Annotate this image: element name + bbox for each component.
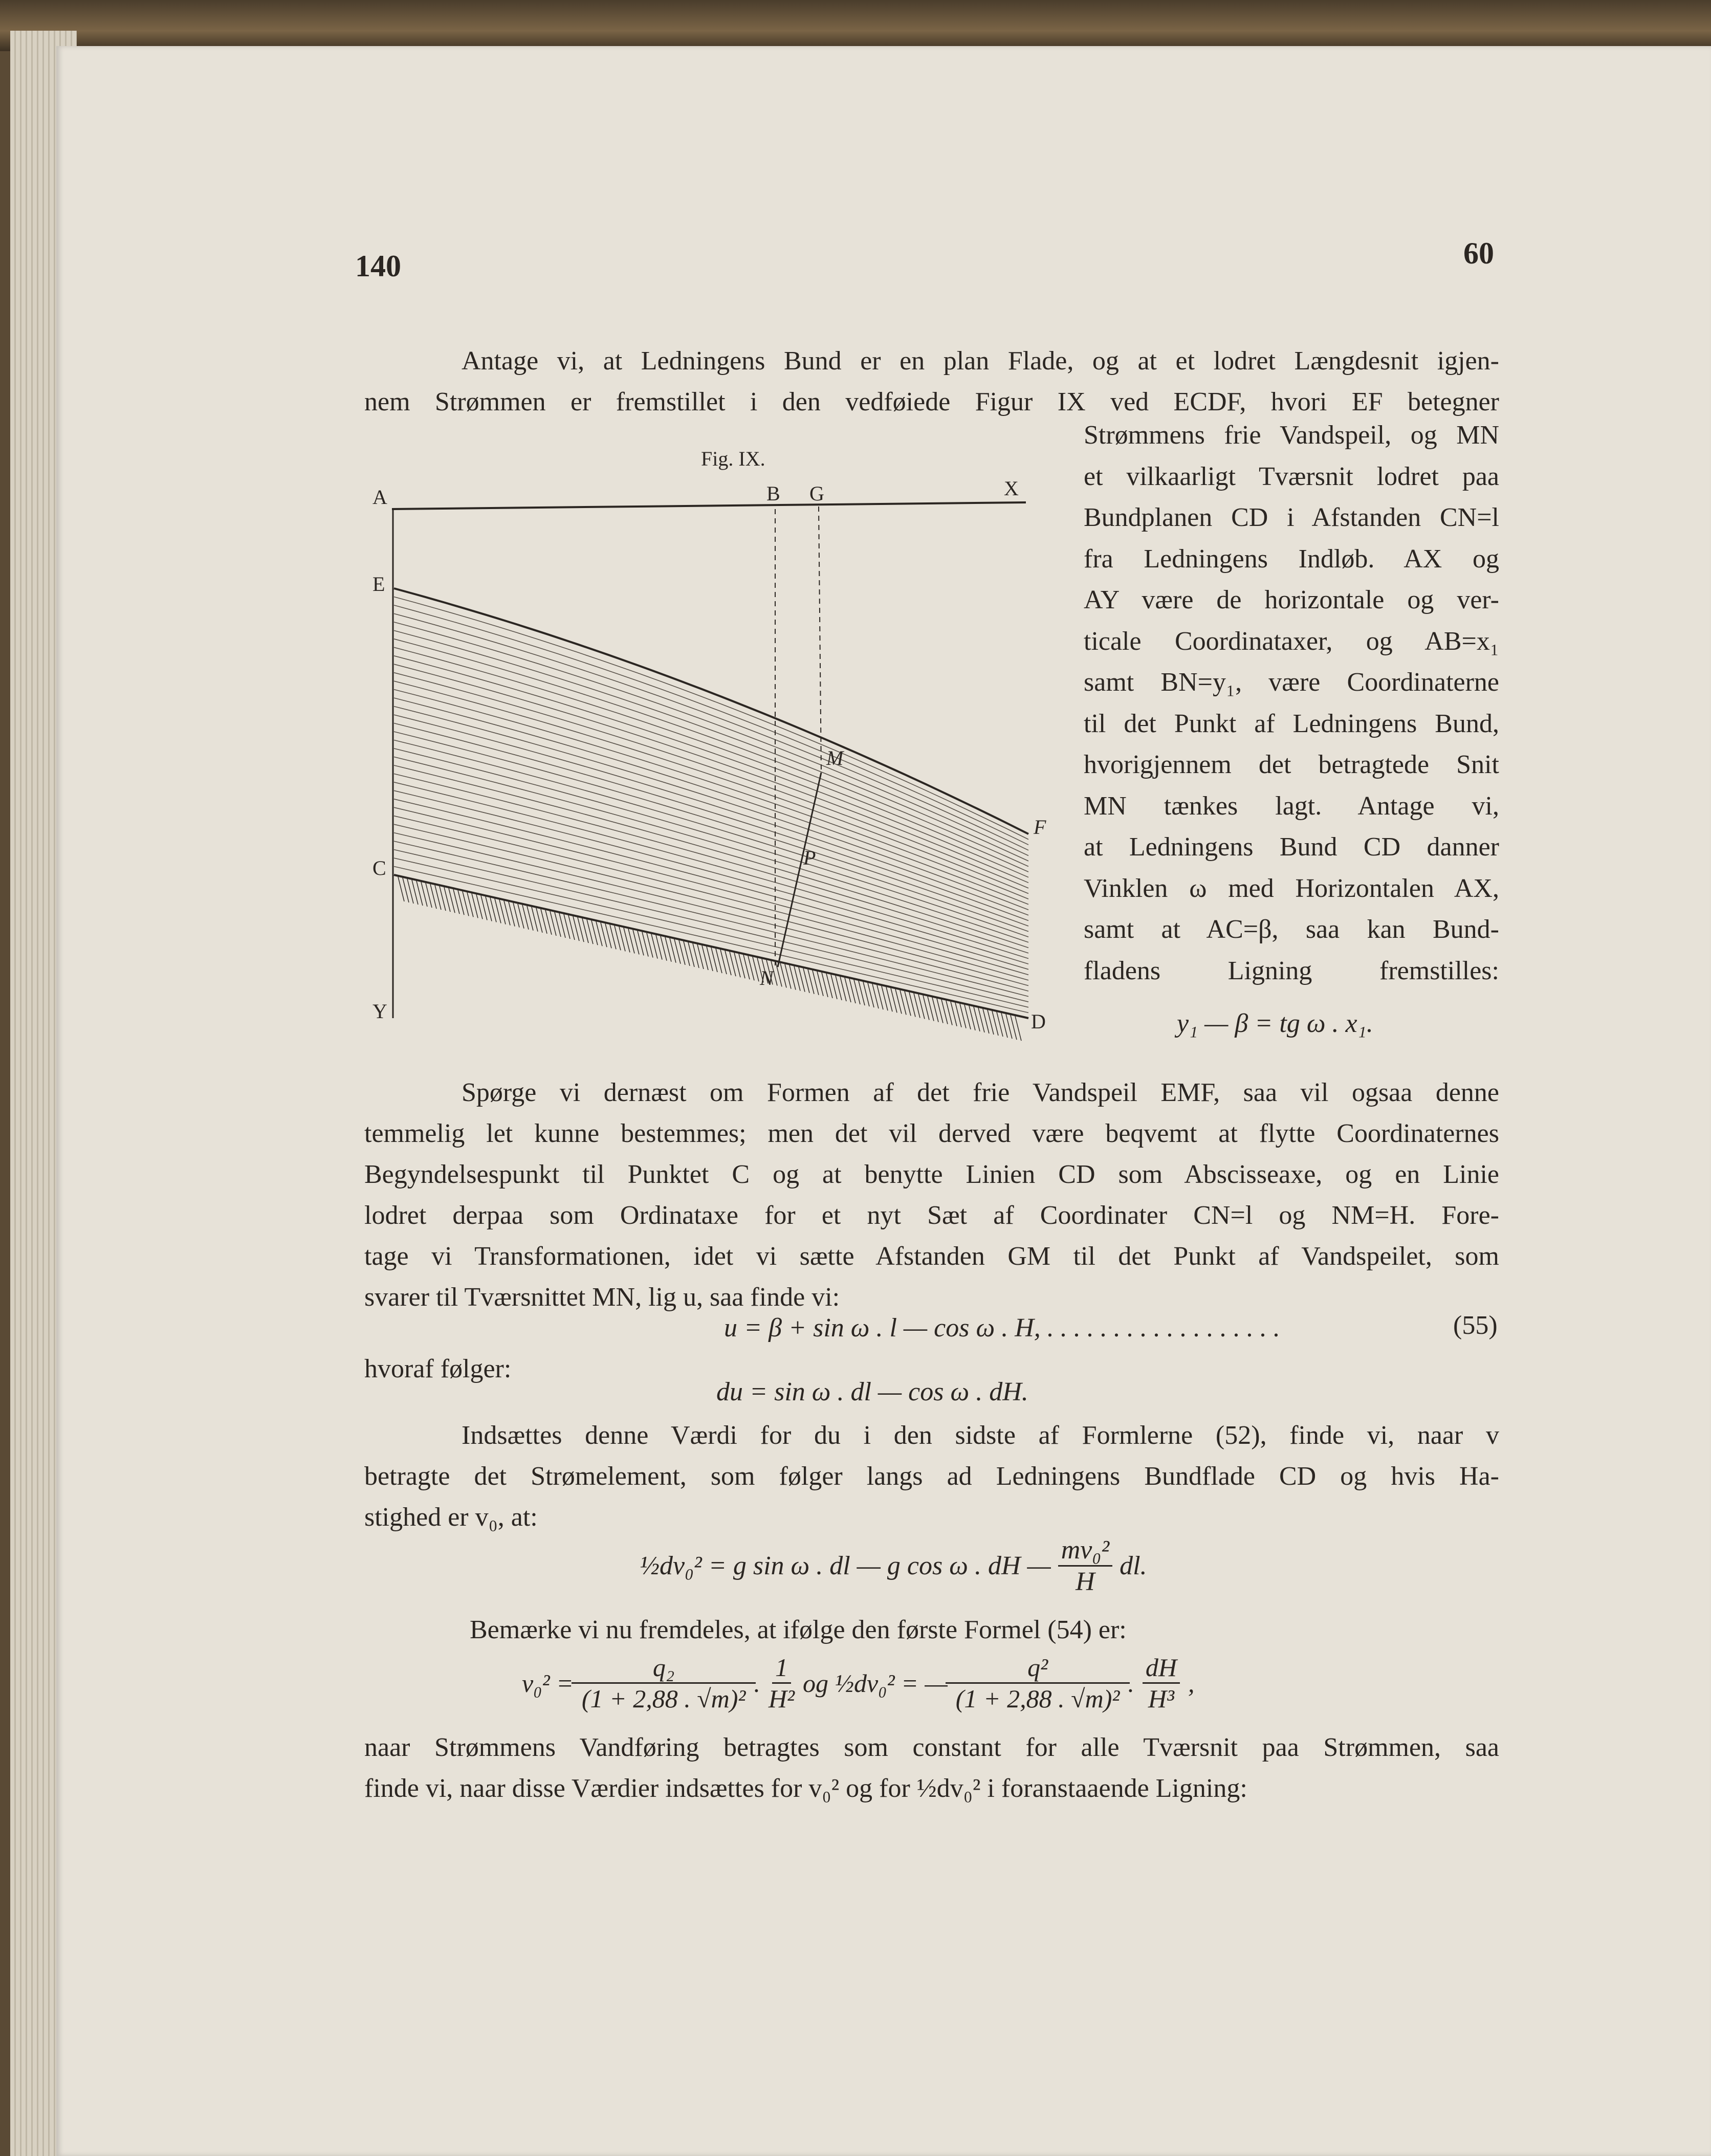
page-number-left: 140 <box>355 249 401 283</box>
text-line: et vilkaarligt Tværsnit lodret paa <box>1084 461 1499 491</box>
axis-ax <box>392 502 1026 509</box>
text-line: Vinklen ω med Horizontalen AX, <box>1084 873 1499 903</box>
paragraph-4: Bemærke vi nu fremdeles, at ifølge den første Formel (54) er: <box>470 1615 1127 1644</box>
label-F: F <box>1034 816 1046 839</box>
text-line: Bundplanen CD i Afstanden CN=l <box>1084 503 1499 532</box>
text-line: svarer til Tværsnittet MN, lig u, saa finde vi: <box>364 1283 840 1312</box>
text-line: Strømmens frie Vandspeil, og MN <box>1084 421 1499 450</box>
equation-energy <box>640 1535 1147 1597</box>
label-G: G <box>809 482 824 505</box>
water-hatch-line <box>394 740 1028 932</box>
text-line: tage vi Transformationen, idet vi sætte Afstanden GM til det Punkt af Vandspeilet, som <box>364 1242 1499 1271</box>
label-E: E <box>372 573 385 596</box>
water-hatch-line <box>394 597 1028 840</box>
water-hatch-line <box>394 673 1028 888</box>
text-line: fra Ledningens Indløb. AX og <box>1084 544 1499 574</box>
dot: . <box>1128 1668 1134 1698</box>
denominator: (1 + 2,88 . √m)² <box>955 1684 1120 1713</box>
text-line: lodret derpaa som Ordinataxe for et nyt Sæt af Coordinater CN=l og NM=H. Fore- <box>364 1201 1499 1230</box>
equation-bund: y₁ — β = tg ω . x₁. <box>1177 1009 1373 1038</box>
water-hatch-line <box>394 656 1028 877</box>
fraction <box>769 1653 795 1713</box>
numerator: dH <box>1143 1653 1180 1684</box>
text-line: finde vi, naar disse Værdier indsættes for v₀² og for ½dv₀² i foranstaaende Ligning: <box>364 1774 1247 1803</box>
numerator: q² <box>946 1653 1130 1684</box>
text-line: hvorigjennem det betragtede Snit <box>1084 750 1499 779</box>
text-line: stighed er v₀, at: <box>364 1503 538 1532</box>
fraction <box>1143 1653 1180 1713</box>
text-line: MN tænkes lagt. Antage vi, <box>1084 791 1499 821</box>
fraction <box>582 1653 746 1713</box>
numerator: q₂ <box>572 1653 756 1684</box>
label-X: X <box>1004 477 1019 500</box>
equation-du: du = sin ω . dl — cos ω . dH. <box>716 1377 1028 1406</box>
water-hatch-line <box>394 858 1028 1007</box>
figure-lines <box>392 502 1028 1041</box>
fraction <box>956 1653 1120 1713</box>
numerator: 1 <box>772 1653 791 1684</box>
equation-54 <box>522 1653 1194 1713</box>
text-line: ticale Coordinataxer, og AB=x₁ <box>1084 626 1499 656</box>
water-hatch-line <box>394 605 1028 845</box>
label-P: P <box>803 846 816 869</box>
label-B: B <box>766 482 780 505</box>
equation-55: u = β + sin ω . l — cos ω . H, . . . . . . . . . . . . . . . . . . <box>724 1313 1280 1343</box>
denominator: (1 + 2,88 . √m)² <box>581 1684 746 1713</box>
text-line: AY være de horizontale og ver- <box>1084 585 1499 614</box>
text-line: fladens Ligning fremstilles: <box>1084 956 1499 985</box>
equation-energy-lhs: ½dv₀² = g sin ω . dl — g cos ω . dH — <box>640 1551 1051 1580</box>
denominator: H² <box>768 1684 795 1713</box>
water-hatch-line <box>394 867 1028 1013</box>
numerator: mv₀² <box>1058 1535 1112 1567</box>
equation-energy-tail: dl. <box>1120 1551 1147 1580</box>
dot: . <box>754 1668 760 1698</box>
eq54-middle: og ½dv₀² = — <box>803 1668 948 1698</box>
dashed-line-gm <box>819 507 821 773</box>
water-hatch-line <box>394 850 1028 1002</box>
text-line: naar Strømmens Vandføring betragtes som constant for alle Tværsnit paa Strømmen, saa <box>364 1733 1499 1762</box>
label-D: D <box>1031 1010 1046 1033</box>
text-line: at Ledningens Bund CD danner <box>1084 832 1499 862</box>
comma: , <box>1188 1668 1195 1698</box>
hvoraf-text: hvoraf følger: <box>364 1354 512 1383</box>
text-line: temmelig let kunne bestemmes; men det vil derved være beqvemt at flytte Coordinaternes <box>364 1119 1499 1148</box>
text-line: Antage vi, at Ledningens Bund er en plan Flade, og at et lodret Længdesnit igjen- <box>462 346 1499 376</box>
water-hatch-line <box>394 807 1028 975</box>
figure-caption: Fig. IX. <box>701 447 765 470</box>
label-A: A <box>372 486 387 509</box>
label-N: N <box>760 966 774 989</box>
water-hatch-line <box>394 824 1028 985</box>
text-line: Spørge vi dernæst om Formen af det frie Vandspeil EMF, saa vil ogsaa denne <box>462 1078 1499 1107</box>
text-line: samt at AC=β, saa kan Bund- <box>1084 915 1499 944</box>
bed-line-cd <box>394 875 1028 1018</box>
water-hatch-line <box>394 790 1028 964</box>
water-hatch-line <box>394 664 1028 883</box>
eq54-lhs: v₀² = <box>522 1668 574 1698</box>
denominator: H³ <box>1148 1684 1174 1713</box>
denominator: H <box>1076 1567 1095 1596</box>
text-line: betragte det Strømelement, som følger langs ad Ledningens Bundflade CD og hvis Ha- <box>364 1462 1499 1491</box>
section-line-mn <box>778 773 821 967</box>
text-line: samt BN=y₁, være Coordinaterne <box>1084 668 1499 697</box>
text-line: nem Strømmen er fremstillet i den vedføiede Figur IX ved ECDF, hvori EF betegner <box>364 387 1499 416</box>
text-line: Begyndelsespunkt til Punktet C og at benytte Linien CD som Abscisseaxe, og en Linie <box>364 1160 1499 1189</box>
fraction <box>1058 1535 1112 1597</box>
text-line: til det Punkt af Ledningens Bund, <box>1084 709 1499 738</box>
label-M: M <box>826 746 844 769</box>
page-number-right: 60 <box>1463 236 1494 270</box>
equation-55-number: (55) <box>1453 1311 1498 1340</box>
label-Y: Y <box>372 1000 387 1023</box>
label-C: C <box>372 856 386 879</box>
text-line: Indsættes denne Værdi for du i den sidste af Formlerne (52), finde vi, naar v <box>462 1421 1499 1450</box>
water-hatch-line <box>394 782 1028 959</box>
